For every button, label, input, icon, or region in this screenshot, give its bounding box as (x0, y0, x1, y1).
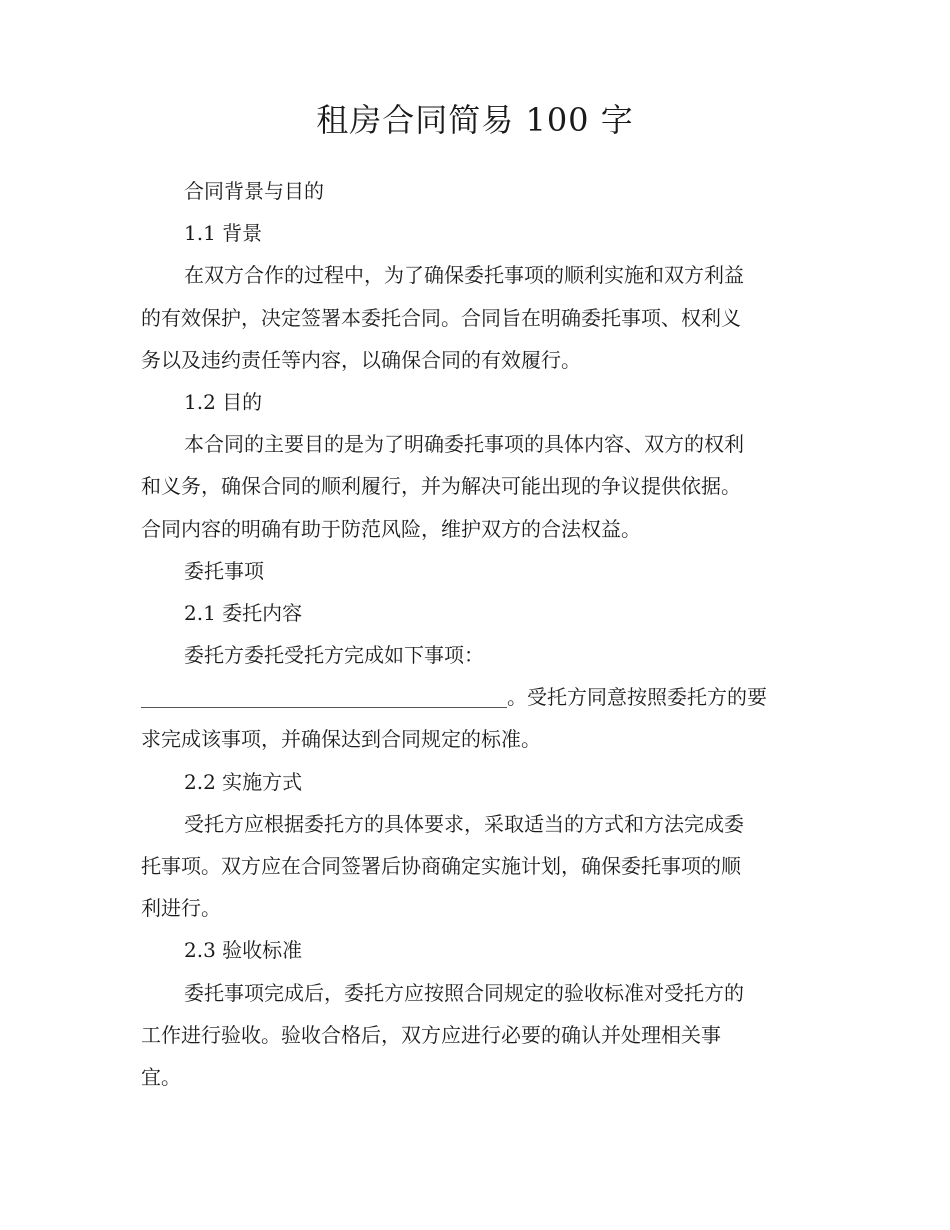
subsection-heading-1-2: 1.2 目的 (184, 389, 263, 414)
paragraph-line: 务以及违约责任等内容，以确保合同的有效履行。 (141, 347, 581, 372)
paragraph-line: 在双方合作的过程中，为了确保委托事项的顺利实施和双方利益 (184, 263, 744, 288)
paragraph-line: 和义务，确保合同的顺利履行，并为解决可能出现的争议提供依据。 (141, 474, 741, 499)
fill-in-blank-line[interactable] (141, 681, 507, 708)
document-title: 租房合同简易 100 字 (316, 101, 634, 139)
paragraph-line: 工作进行验收。验收合格后，双方应进行必要的确认并处理相关事 (141, 1022, 721, 1047)
subsection-heading-2-1: 2.1 委托内容 (184, 600, 303, 625)
subsection-heading-1-1: 1.1 背景 (184, 221, 263, 246)
paragraph-line: 合同内容的明确有助于防范风险，维护双方的合法权益。 (141, 516, 641, 541)
paragraph-line: 委托方委托受托方完成如下事项： (184, 643, 484, 668)
paragraph-line: 的有效保护，决定签署本委托合同。合同旨在明确委托事项、权利义 (141, 305, 741, 330)
paragraph-line-with-blank (141, 676, 801, 718)
paragraph-line: 利进行。 (141, 896, 221, 921)
section-heading-background-purpose: 合同背景与目的 (184, 179, 324, 203)
paragraph-line: 宜。 (141, 1064, 181, 1089)
paragraph-line: 本合同的主要目的是为了明确委托事项的具体内容、双方的权利 (184, 432, 744, 457)
subsection-heading-2-2: 2.2 实施方式 (184, 769, 303, 794)
paragraph-line: 托事项。双方应在合同签署后协商确定实施计划，确保委托事项的顺 (141, 854, 741, 878)
paragraph-line-text: 。受托方同意按照委托方的要 (507, 685, 767, 710)
paragraph-line: 委托事项完成后，委托方应按照合同规定的验收标准对受托方的 (184, 980, 744, 1005)
paragraph-line: 受托方应根据委托方的具体要求，采取适当的方式和方法完成委 (184, 811, 744, 836)
subsection-heading-2-3: 2.3 验收标准 (184, 938, 303, 963)
section-heading-entrusted-matters: 委托事项 (184, 558, 264, 583)
document-body (141, 170, 801, 1098)
paragraph-line: 求完成该事项，并确保达到合同规定的标准。 (141, 727, 541, 752)
